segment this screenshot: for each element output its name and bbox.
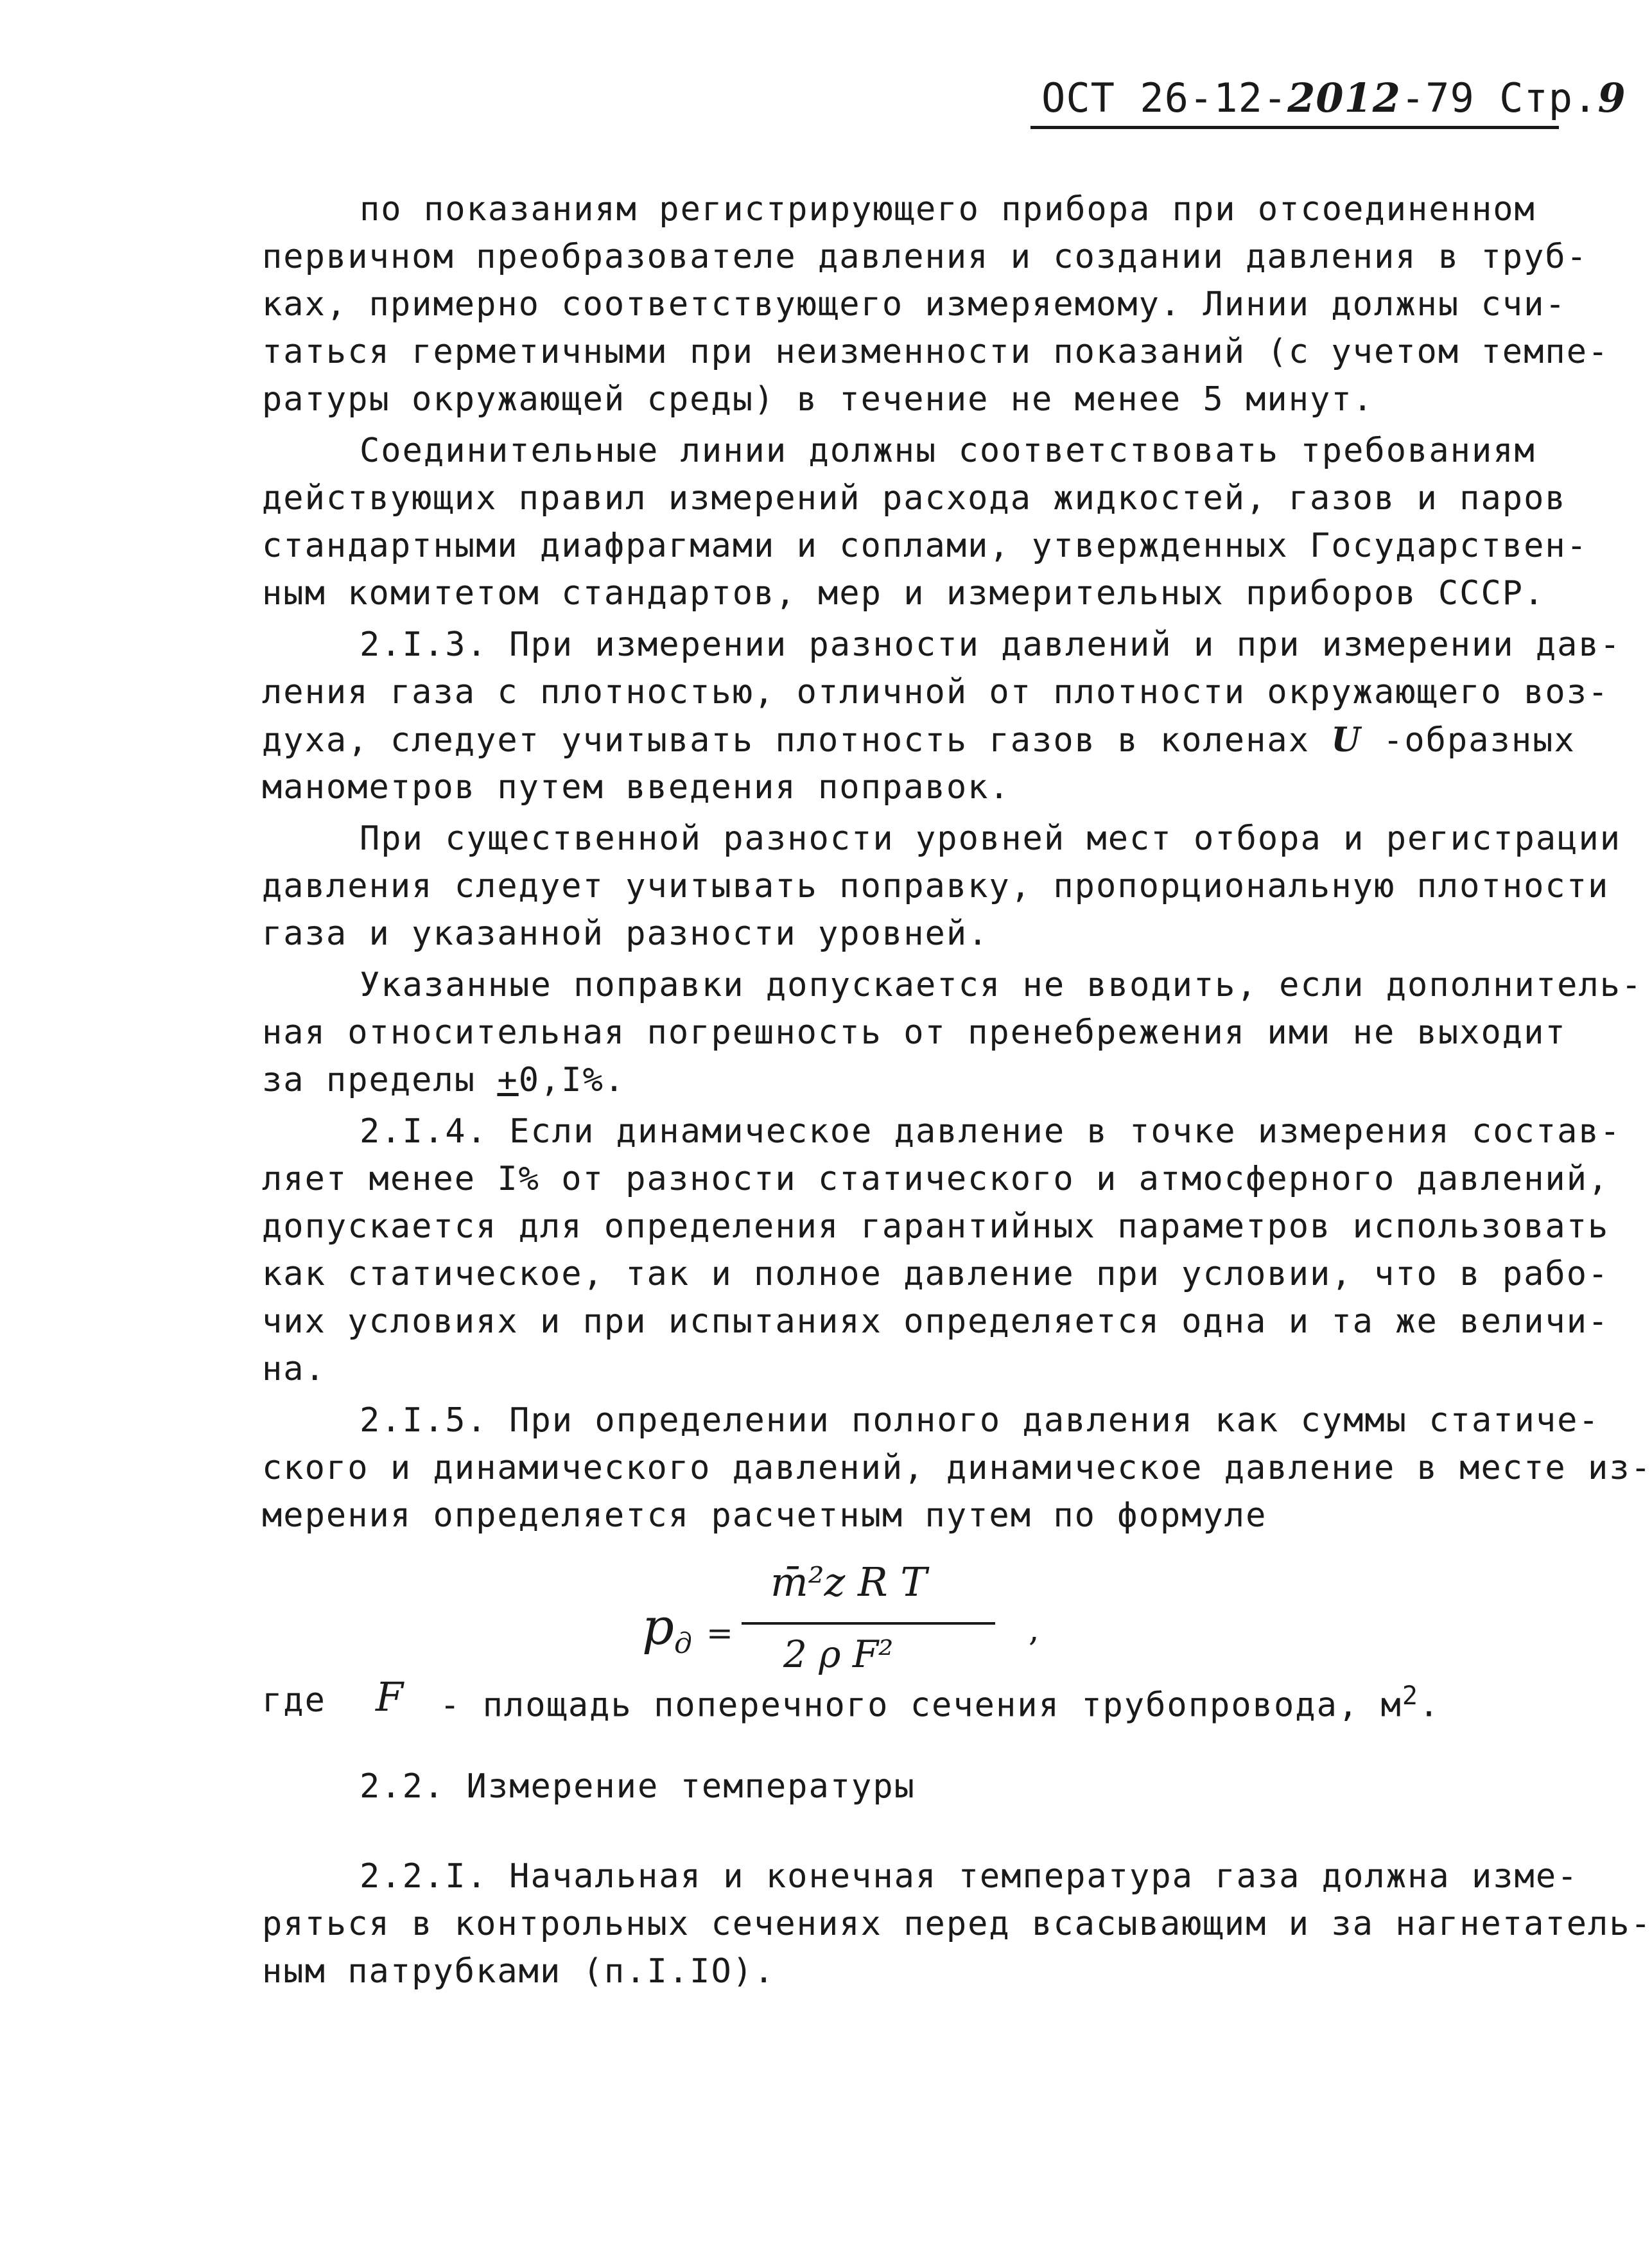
text-line: чих условиях и при испытаниях определяется одна и та же величи- [262, 1302, 1610, 1341]
text-line: по показаниям регистрирующего прибора при отсоединенном [360, 190, 1536, 229]
text-line: ках, примерно соответствующего измеряемому. Линии должны счи- [262, 285, 1567, 324]
text-line: первичном преобразователе давления и создании давления в труб- [262, 238, 1588, 276]
text-line: 2.2.I. Начальная и конечная температура газа должна изме- [360, 1857, 1579, 1896]
text-line: допускается для определения гарантийных параметров использовать [262, 1207, 1610, 1246]
text-line: 2.I.3. При измерении разности давлений и при измерении дав- [360, 625, 1622, 664]
text-line: ратуры окружающей среды) в течение не менее 5 минут. [262, 380, 1374, 419]
text-line: 2.I.5. При определении полного давления как суммы статиче- [360, 1401, 1600, 1440]
header-suffix: -79 Стр. [1400, 74, 1598, 121]
header-page-number: 9 [1597, 74, 1626, 121]
text-line: стандартными диафрагмами и соплами, утвержденных Государствен- [262, 527, 1588, 565]
text-line: манометров путем введения поправок. [262, 768, 1011, 807]
formula-lhs: p [642, 1598, 674, 1656]
text-line: - площадь поперечного сечения трубопровода, $м^2$. [440, 1681, 1441, 1725]
text-line: Соединительные линии должны соответствовать требованиям [360, 432, 1536, 470]
header-number-handwritten: 2012 [1287, 74, 1401, 121]
header-prefix: ОСТ 26-12- [1041, 74, 1288, 121]
page-header [1041, 74, 1626, 121]
formula-equals: = [706, 1614, 733, 1652]
text-line: на. [262, 1350, 326, 1388]
text-line: за пределы +0,I%. [262, 1061, 626, 1099]
text-line: таться герметичными при неизменности показаний (с учетом темпе- [262, 333, 1610, 371]
formula-comma: , [1029, 1611, 1039, 1649]
u-symbol: U [1331, 721, 1362, 760]
text-line: При существенной разности уровней мест отбора и регистрации [360, 819, 1622, 858]
text-line: ным патрубками (п.I.IO). [262, 1952, 776, 1991]
f-symbol: F [376, 1673, 405, 1720]
section-heading: 2.2. Измерение температуры [360, 1767, 916, 1806]
text-line: мерения определяется расчетным путем по формуле [262, 1496, 1267, 1535]
text-line: ского и динамического давлений, динамическое давление в месте из- [262, 1449, 1652, 1487]
text-line: ления газа с плотностью, отличной от плотности окружающего воз- [262, 673, 1610, 712]
formula-lhs-subscript: д [674, 1627, 692, 1660]
text-line: как статическое, так и полное давление при условии, что в рабо- [262, 1255, 1610, 1293]
text-line: ряться в контрольных сечениях перед всасывающим и за нагнетатель- [262, 1905, 1652, 1943]
text-line: действующих правил измерений расхода жидкостей, газов и паров [262, 479, 1567, 518]
text-line: духа, следует учитывать плотность газов в коленах U -образных [262, 721, 1576, 760]
text-line: ным комитетом стандартов, мер и измерительных приборов СССР. [262, 574, 1545, 613]
text-line: ляет менее I% от разности статического и атмосферного давлений, [262, 1160, 1610, 1198]
header-rule [1030, 126, 1559, 129]
formula-numerator: m̄²z R T [770, 1559, 927, 1605]
text-line: газа и указанной разности уровней. [262, 914, 989, 953]
text-line: ная относительная погрешность от пренебрежения ими не выходит [262, 1013, 1567, 1052]
where-label: где [262, 1681, 326, 1720]
text-line: давления следует учитывать поправку, пропорциональную плотности [262, 867, 1610, 905]
formula-denominator: 2 ρ F² [783, 1632, 894, 1676]
text-line: Указанные поправки допускается не вводить, если дополнитель- [360, 966, 1643, 1004]
text-line: 2.I.4. Если динамическое давление в точке измерения состав- [360, 1112, 1622, 1151]
plus-minus-sign: + [497, 1061, 519, 1099]
